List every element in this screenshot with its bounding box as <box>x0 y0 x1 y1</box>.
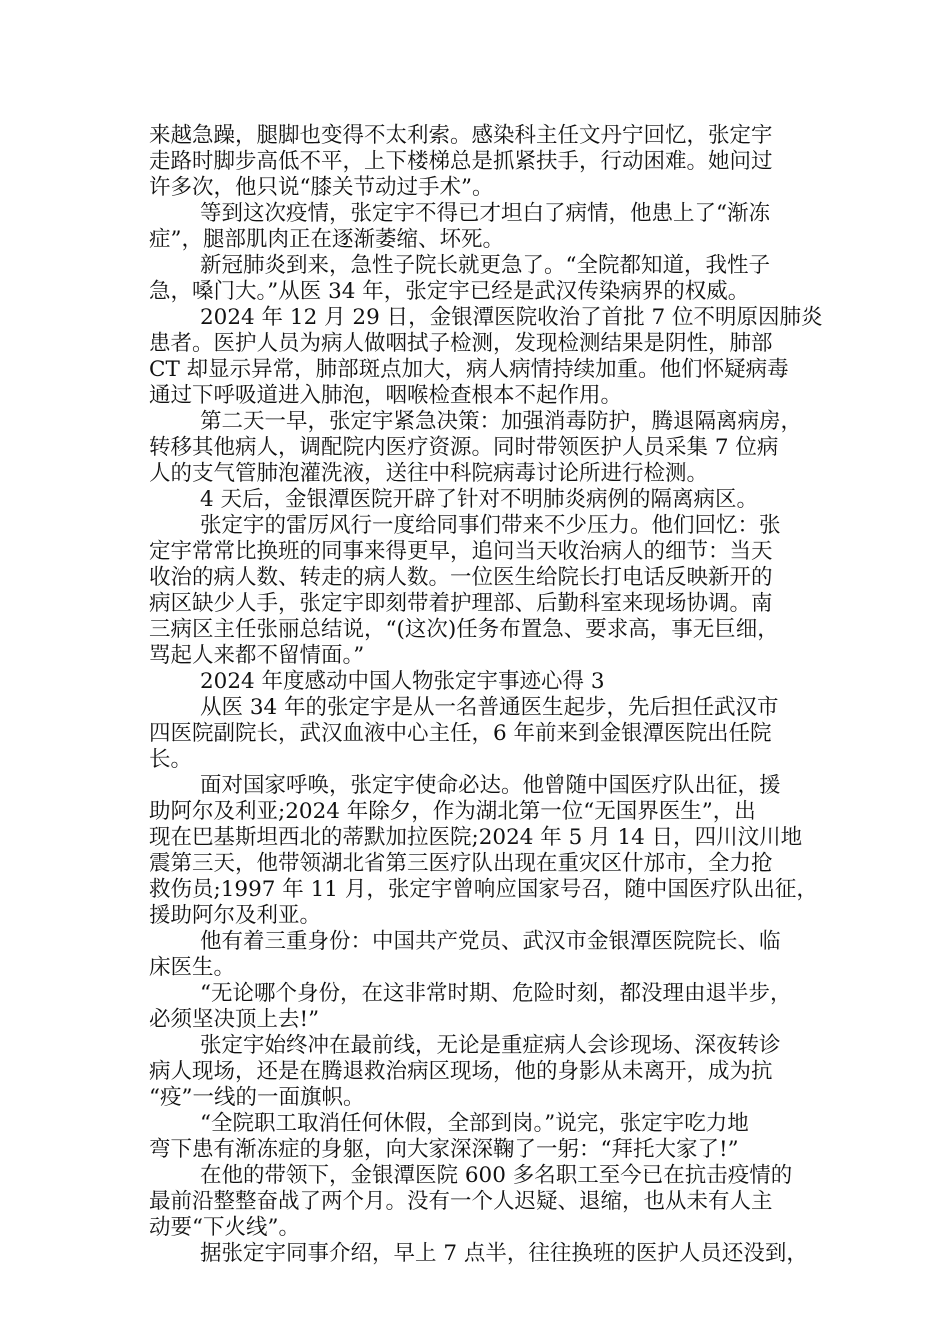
text-line: 患者。医护人员为病人做咽拭子检测，发现检测结果是阴性，肺部 <box>149 331 773 356</box>
text-line: 长。 <box>149 747 193 772</box>
text-line: 动要“下火线”。 <box>149 1215 300 1240</box>
text-line: CT 却显示异常，肺部斑点加大，病人病情持续加重。他们怀疑病毒 <box>149 357 789 382</box>
text-line: 收治的病人数、转走的病人数。一位医生给院长打电话反映新开的 <box>149 565 773 590</box>
text-line: “疫”一线的一面旗帜。 <box>149 1085 365 1110</box>
text-line: 床医生。 <box>149 955 236 980</box>
text-line: 症”，腿部肌肉正在逐渐萎缩、坏死。 <box>149 227 504 252</box>
text-line: 定宇常常比换班的同事来得更早，追问当天收治病人的细节：当天 <box>149 539 773 564</box>
text-line: 张定宇的雷厉风行一度给同事们带来不少压力。他们回忆：张 <box>200 513 781 538</box>
text-line: 病区缺少人手，张定宇即刻带着护理部、后勤科室来现场协调。南 <box>149 591 773 616</box>
text-line: 弯下患有渐冻症的身躯，向大家深深鞠了一躬：“拜托大家了!” <box>149 1137 739 1162</box>
text-line: 震第三天，他带领湖北省第三医疗队出现在重灾区什邡市，全力抢 <box>149 851 773 876</box>
text-line: 必须坚决顶上去!” <box>149 1007 320 1032</box>
text-line: 人的支气管肺泡灌洗液，送往中科院病毒讨论所进行检测。 <box>149 461 709 486</box>
text-line: 急，嗓门大。”从医 34 年，张定宇已经是武汉传染病界的权威。 <box>149 279 750 304</box>
text-line: 新冠肺炎到来，急性子院长就更急了。“全院都知道，我性子 <box>200 253 770 278</box>
text-line: 第二天一早，张定宇紧急决策：加强消毒防护，腾退隔离病房， <box>200 409 803 434</box>
text-line: 转移其他病人，调配院内医疗资源。同时带领医护人员采集 7 位病 <box>149 435 779 460</box>
text-line: 助阿尔及利亚;2024 年除夕，作为湖北第一位“无国界医生”，出 <box>149 799 756 824</box>
text-line: 他有着三重身份：中国共产党员、武汉市金银潭医院院长、临 <box>200 929 781 954</box>
text-line: 许多次，他只说“膝关节动过手术”。 <box>149 175 494 200</box>
text-line: 据张定宇同事介绍，早上 7 点半，往往换班的医护人员还没到， <box>200 1241 808 1266</box>
text-line: 4 天后，金银潭医院开辟了针对不明肺炎病例的隔离病区。 <box>200 487 759 512</box>
text-line: 救伤员;1997 年 11 月，张定宇曾响应国家号召，随中国医疗队出征， <box>149 877 818 902</box>
text-line: 骂起人来都不留情面。” <box>149 643 365 668</box>
section-heading: 2024 年度感动中国人物张定宇事迹心得 3 <box>200 669 605 694</box>
text-line: 来越急躁，腿脚也变得不太利索。感染科主任文丹宁回忆，张定宇 <box>149 123 773 148</box>
text-line: 面对国家呼唤，张定宇使命必达。他曾随中国医疗队出征，援 <box>200 773 781 798</box>
text-line: 最前沿整整奋战了两个月。没有一个人迟疑、退缩，也从未有人主 <box>149 1189 773 1214</box>
text-line: 张定宇始终冲在最前线，无论是重症病人会诊现场、深夜转诊 <box>200 1033 781 1058</box>
text-line: “无论哪个身份，在这非常时期、危险时刻，都没理由退半步， <box>200 981 792 1006</box>
text-line: 通过下呼吸道进入肺泡，咽喉检查根本不起作用。 <box>149 383 623 408</box>
text-line: “全院职工取消任何休假，全部到岗。”说完，张定宇吃力地 <box>200 1111 749 1136</box>
text-line: 在他的带领下，金银潭医院 600 多名职工至今已在抗击疫情的 <box>200 1163 793 1188</box>
text-line: 病人现场，还是在腾退救治病区现场，他的身影从未离开，成为抗 <box>149 1059 773 1084</box>
text-line: 四医院副院长，武汉血液中心主任，6 年前来到金银潭医院出任院 <box>149 721 772 746</box>
text-line: 走路时脚步高低不平，上下楼梯总是抓紧扶手，行动困难。她问过 <box>149 149 773 174</box>
text-line: 从医 34 年的张定宇是从一名普通医生起步，先后担任武汉市 <box>200 695 779 720</box>
text-line: 援助阿尔及利亚。 <box>149 903 322 928</box>
text-line: 三病区主任张丽总结说，“(这次)任务布置急、要求高，事无巨细， <box>149 617 779 642</box>
text-line: 2024 年 12 月 29 日，金银潭医院收治了首批 7 位不明原因肺炎 <box>200 305 823 330</box>
text-line: 等到这次疫情，张定宇不得已才坦白了病情，他患上了“渐冻 <box>200 201 770 226</box>
text-line: 现在巴基斯坦西北的蒂默加拉医院;2024 年 5 月 14 日，四川汶川地 <box>149 825 803 850</box>
